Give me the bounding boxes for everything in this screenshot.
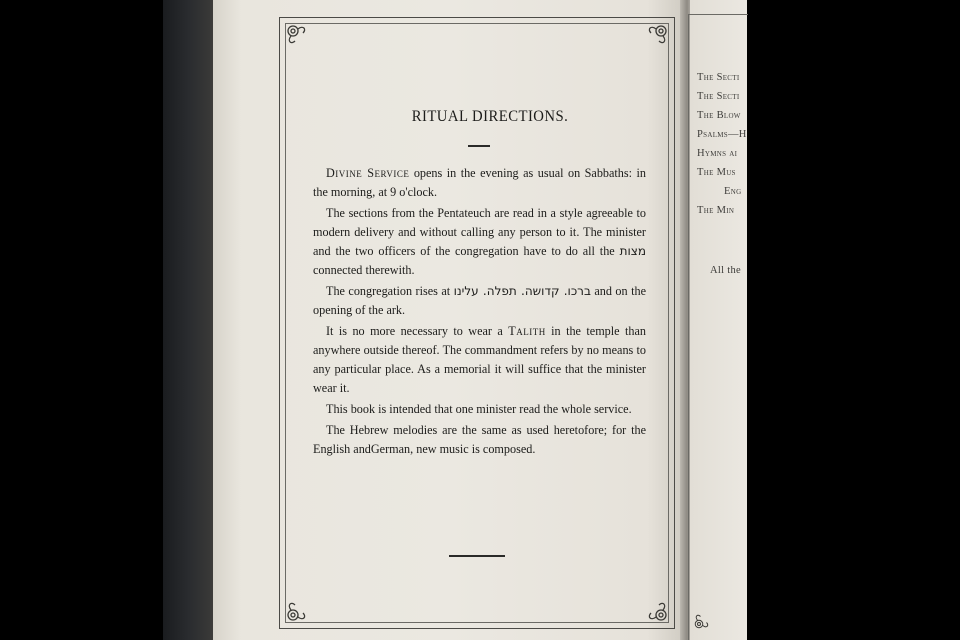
paragraph-text: opens in the evening as usual on Sabbaths: in the morning, at 9 o'clock. (313, 166, 646, 199)
paragraph-congregation-rises (313, 282, 646, 320)
lead-small-caps: Divine Service (326, 166, 410, 180)
paragraph-talith (313, 322, 646, 398)
contents-line: The Secti (697, 91, 740, 102)
right-page-border-top (688, 14, 748, 15)
bottom-divider (449, 555, 505, 557)
contents-line: Psalms—H (697, 129, 747, 140)
paragraph-text: and on the opening of the ark. (313, 284, 646, 317)
paragraph-text: connected therewith. (313, 263, 415, 277)
paragraph-one-minister (313, 400, 646, 419)
hebrew-word: מצות (619, 244, 646, 258)
corner-ornament-icon (693, 612, 711, 630)
corner-ornament-icon (285, 23, 309, 47)
paragraph-text: in the temple than anywhere outside thereof. The commandment refers by no means to any particular place. As a memorial it will suffice that the minister wear it. (313, 324, 646, 395)
contents-line: The Min (697, 205, 735, 216)
contents-line: The Secti (697, 72, 740, 83)
paragraph-divine-service (313, 164, 646, 202)
title-divider (468, 145, 490, 147)
corner-ornament-icon (645, 23, 669, 47)
hebrew-phrase: ברכו. קדושה. תפלה. עלינו (453, 284, 591, 298)
paragraph-text: This book is intended that one minister read the whole service. (326, 402, 632, 416)
paragraph-text: The sections from the Pentateuch are read in a style agreeable to modern delivery and without calling any person to it. The minister and the two officers of the congregation have to do all the (313, 206, 646, 258)
corner-ornament-icon (285, 599, 309, 623)
emphasis-small-caps: Talith (508, 324, 546, 338)
directions-text (313, 164, 646, 461)
paragraph-text: The congregation rises at (326, 284, 454, 298)
paragraph-pentateuch (313, 204, 646, 280)
contents-line: All the (710, 265, 741, 276)
contents-line: The Blow (697, 110, 741, 121)
contents-line: Eng (724, 186, 742, 197)
right-page-border (688, 14, 689, 640)
corner-ornament-icon (645, 599, 669, 623)
paragraph-text: It is no more necessary to wear a (326, 324, 509, 338)
contents-line: The Mus (697, 167, 736, 178)
contents-line: Hymns ai (697, 148, 738, 159)
paragraph-melodies (313, 421, 646, 459)
page-title: RITUAL DIRECTIONS. (411, 108, 569, 125)
paragraph-text: The Hebrew melodies are the same as used heretofore; for the English andGerman, new music is composed. (313, 423, 646, 456)
